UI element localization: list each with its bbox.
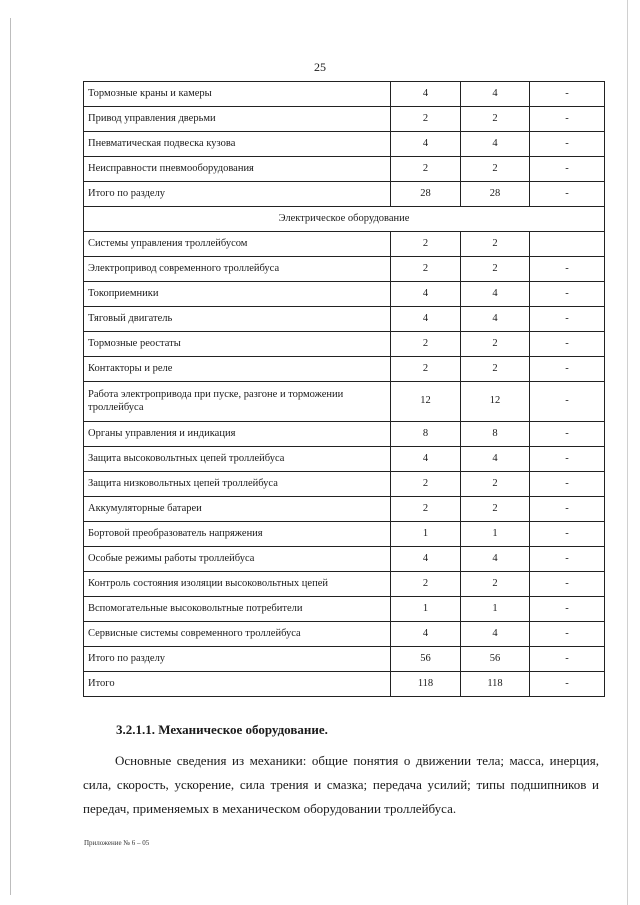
table-row <box>84 497 605 522</box>
table-row <box>84 182 605 207</box>
topic-cell: Системы управления троллейбусом <box>84 232 391 257</box>
topic-cell: Электропривод современного троллейбуса <box>84 257 391 282</box>
topic-cell: Токоприемники <box>84 282 391 307</box>
hours-practice-cell: - <box>530 157 605 182</box>
hours-total-cell: 2 <box>391 357 461 382</box>
hours-practice-cell: - <box>530 447 605 472</box>
hours-total-cell: 28 <box>391 182 461 207</box>
topic-cell: Защита высоковольтных цепей троллейбуса <box>84 447 391 472</box>
hours-theory-cell: 4 <box>461 307 530 332</box>
footer-note: Приложение № 6 – 05 <box>84 839 150 847</box>
hours-practice-cell: - <box>530 82 605 107</box>
hours-total-cell: 4 <box>391 132 461 157</box>
hours-practice-cell: - <box>530 547 605 572</box>
hours-theory-cell: 56 <box>461 647 530 672</box>
table-row <box>84 572 605 597</box>
topic-cell: Органы управления и индикация <box>84 422 391 447</box>
section-heading: 3.2.1.1. Механическое оборудование. <box>116 722 328 737</box>
topic-cell: Привод управления дверьми <box>84 107 391 132</box>
topic-cell: Тяговый двигатель <box>84 307 391 332</box>
table-row <box>84 82 605 107</box>
hours-practice-cell: - <box>530 622 605 647</box>
hours-total-cell: 4 <box>391 547 461 572</box>
topic-cell: Тормозные реостаты <box>84 332 391 357</box>
hours-practice-cell: - <box>530 107 605 132</box>
table-row <box>84 282 605 307</box>
hours-total-cell: 12 <box>391 382 461 422</box>
table-row <box>84 522 605 547</box>
hours-practice-cell: - <box>530 672 605 697</box>
topic-cell: Итого по разделу <box>84 647 391 672</box>
table-row <box>84 447 605 472</box>
hours-total-cell: 2 <box>391 232 461 257</box>
hours-practice-cell: - <box>530 357 605 382</box>
hours-theory-cell: 2 <box>461 157 530 182</box>
hours-theory-cell: 2 <box>461 572 530 597</box>
hours-total-cell: 2 <box>391 107 461 132</box>
hours-theory-cell: 1 <box>461 597 530 622</box>
hours-total-cell: 1 <box>391 597 461 622</box>
hours-practice-cell: - <box>530 522 605 547</box>
hours-theory-cell: 8 <box>461 422 530 447</box>
hours-total-cell: 4 <box>391 447 461 472</box>
table-row <box>84 332 605 357</box>
topic-cell: Сервисные системы современного троллейбуса <box>84 622 391 647</box>
hours-theory-cell: 4 <box>461 132 530 157</box>
hours-theory-cell: 4 <box>461 282 530 307</box>
table-row <box>84 597 605 622</box>
hours-practice-cell: - <box>530 647 605 672</box>
hours-total-cell: 2 <box>391 257 461 282</box>
topic-cell: Особые режимы работы троллейбуса <box>84 547 391 572</box>
topic-cell: Защита низковольтных цепей троллейбуса <box>84 472 391 497</box>
body-paragraph <box>83 749 599 821</box>
hours-theory-cell: 2 <box>461 107 530 132</box>
hours-theory-cell: 2 <box>461 472 530 497</box>
table-row <box>84 472 605 497</box>
hours-practice-cell: - <box>530 597 605 622</box>
hours-theory-cell: 2 <box>461 357 530 382</box>
hours-theory-cell: 4 <box>461 82 530 107</box>
hours-total-cell: 2 <box>391 472 461 497</box>
hours-practice-cell: - <box>530 332 605 357</box>
hours-theory-cell: 4 <box>461 447 530 472</box>
hours-theory-cell: 12 <box>461 382 530 422</box>
table-row <box>84 257 605 282</box>
table-row <box>84 382 605 422</box>
topic-cell: Аккумуляторные батареи <box>84 497 391 522</box>
hours-practice-cell: - <box>530 422 605 447</box>
hours-practice-cell: - <box>530 132 605 157</box>
scan-edge-left <box>10 18 11 895</box>
table-row <box>84 547 605 572</box>
hours-practice-cell: - <box>530 382 605 422</box>
topic-cell: Контакторы и реле <box>84 357 391 382</box>
hours-total-cell: 8 <box>391 422 461 447</box>
topic-cell: Работа электропривода при пуске, разгоне и торможении троллейбуса <box>84 382 391 422</box>
hours-practice-cell: - <box>530 282 605 307</box>
hours-theory-cell: 118 <box>461 672 530 697</box>
hours-practice-cell: - <box>530 497 605 522</box>
hours-total-cell: 4 <box>391 82 461 107</box>
table-row <box>84 107 605 132</box>
hours-theory-cell: 28 <box>461 182 530 207</box>
table-row <box>84 157 605 182</box>
table-row <box>84 132 605 157</box>
topic-cell: Итого <box>84 672 391 697</box>
hours-theory-cell: 2 <box>461 257 530 282</box>
hours-theory-cell: 2 <box>461 332 530 357</box>
hours-theory-cell: 2 <box>461 497 530 522</box>
table-row <box>84 422 605 447</box>
hours-total-cell: 4 <box>391 307 461 332</box>
table-row <box>84 672 605 697</box>
table-section-row <box>84 207 605 232</box>
scan-edge-right <box>627 0 628 905</box>
hours-total-cell: 1 <box>391 522 461 547</box>
topic-cell: Итого по разделу <box>84 182 391 207</box>
hours-total-cell: 56 <box>391 647 461 672</box>
hours-practice-cell: - <box>530 472 605 497</box>
topic-cell: Вспомогательные высоковольтные потребители <box>84 597 391 622</box>
table-row <box>84 647 605 672</box>
hours-theory-cell: 4 <box>461 622 530 647</box>
topic-cell: Бортовой преобразователь напряжения <box>84 522 391 547</box>
hours-practice-cell: - <box>530 572 605 597</box>
table-row <box>84 307 605 332</box>
table-row <box>84 232 605 257</box>
table-row <box>84 357 605 382</box>
table-body <box>84 82 605 697</box>
hours-total-cell: 4 <box>391 622 461 647</box>
hours-practice-cell: - <box>530 307 605 332</box>
topic-cell: Неисправности пневмооборудования <box>84 157 391 182</box>
hours-practice-cell: - <box>530 257 605 282</box>
hours-practice-cell: - <box>530 182 605 207</box>
topic-cell: Тормозные краны и камеры <box>84 82 391 107</box>
table-row <box>84 622 605 647</box>
hours-total-cell: 2 <box>391 572 461 597</box>
section-title-cell: Электрическое оборудование <box>84 207 605 232</box>
curriculum-table <box>83 81 605 697</box>
paragraph-text: Основные сведения из механики: общие понятия о движении тела; масса, инерция, сила, скорость, ускорение, сила трения и смазка; передача усилий; типы подшипников и передач, применяемых в механическом оборудовании троллейбуса. <box>83 753 599 816</box>
hours-total-cell: 4 <box>391 282 461 307</box>
hours-total-cell: 2 <box>391 157 461 182</box>
hours-total-cell: 2 <box>391 332 461 357</box>
hours-theory-cell: 1 <box>461 522 530 547</box>
hours-practice-cell <box>530 232 605 257</box>
hours-theory-cell: 2 <box>461 232 530 257</box>
hours-total-cell: 118 <box>391 672 461 697</box>
hours-theory-cell: 4 <box>461 547 530 572</box>
hours-total-cell: 2 <box>391 497 461 522</box>
page-number: 25 <box>314 60 326 74</box>
topic-cell: Контроль состояния изоляции высоковольтных цепей <box>84 572 391 597</box>
topic-cell: Пневматическая подвеска кузова <box>84 132 391 157</box>
